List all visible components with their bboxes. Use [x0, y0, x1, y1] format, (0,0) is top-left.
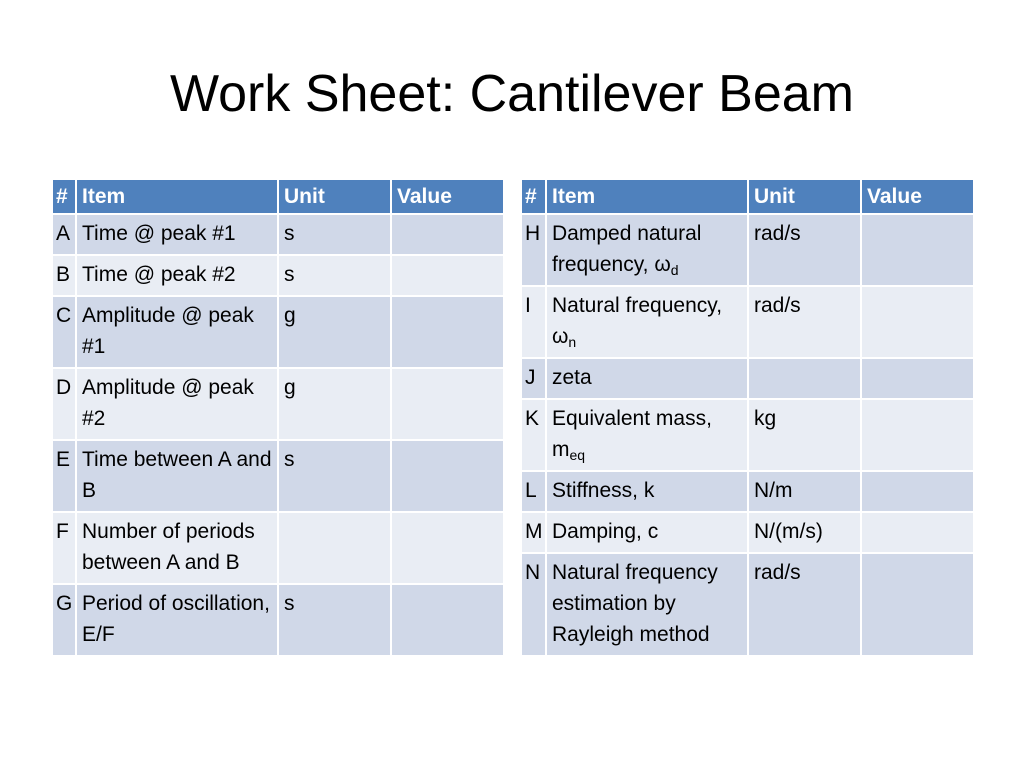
row-item: Damping, c	[546, 512, 748, 553]
row-item	[546, 286, 748, 358]
row-unit: s	[278, 214, 391, 255]
row-value-cell[interactable]	[391, 368, 504, 440]
header-num: #	[52, 179, 76, 214]
row-unit: kg	[748, 399, 861, 471]
row-id: A	[52, 214, 76, 255]
row-item-subscript: d	[670, 262, 679, 278]
header-num: #	[521, 179, 546, 214]
row-id: I	[521, 286, 546, 358]
row-id: M	[521, 512, 546, 553]
header-unit: Unit	[278, 179, 391, 214]
row-value-cell[interactable]	[861, 471, 974, 512]
row-unit: rad/s	[748, 553, 861, 656]
table-row	[521, 399, 974, 471]
row-unit	[748, 358, 861, 399]
row-item: Time @ peak #1	[76, 214, 278, 255]
table-row	[52, 440, 504, 512]
row-unit: rad/s	[748, 286, 861, 358]
row-item-text: Equivalent mass, m	[552, 407, 712, 461]
row-unit: g	[278, 368, 391, 440]
row-value-cell[interactable]	[861, 358, 974, 399]
row-unit: g	[278, 296, 391, 368]
row-unit: N/(m/s)	[748, 512, 861, 553]
table-header-row	[52, 179, 504, 214]
table-row	[52, 512, 504, 584]
table-row	[52, 368, 504, 440]
table-row	[521, 358, 974, 399]
row-item-text: Damped natural frequency, ω	[552, 222, 702, 276]
table-row	[521, 471, 974, 512]
row-item: Amplitude @ peak #1	[76, 296, 278, 368]
row-item	[546, 399, 748, 471]
header-value: Value	[861, 179, 974, 214]
row-unit: s	[278, 255, 391, 296]
row-item-text: Natural frequency, ω	[552, 294, 723, 348]
row-id: L	[521, 471, 546, 512]
row-id: B	[52, 255, 76, 296]
row-value-cell[interactable]	[391, 512, 504, 584]
row-item: Period of oscillation, E/F	[76, 584, 278, 656]
table-row	[521, 214, 974, 286]
row-value-cell[interactable]	[391, 214, 504, 255]
page-title: Work Sheet: Cantilever Beam	[170, 65, 854, 123]
row-item-subscript: eq	[569, 447, 586, 463]
row-id: C	[52, 296, 76, 368]
header-value: Value	[391, 179, 504, 214]
table-row	[52, 255, 504, 296]
table-row	[52, 584, 504, 656]
row-value-cell[interactable]	[391, 440, 504, 512]
row-id: H	[521, 214, 546, 286]
row-item: Number of periods between A and B	[76, 512, 278, 584]
row-item: Time @ peak #2	[76, 255, 278, 296]
left-worksheet-table	[51, 178, 505, 657]
row-id: N	[521, 553, 546, 656]
row-id: E	[52, 440, 76, 512]
header-item: Item	[76, 179, 278, 214]
row-value-cell[interactable]	[861, 553, 974, 656]
row-value-cell[interactable]	[391, 255, 504, 296]
row-id: K	[521, 399, 546, 471]
row-item: Stiffness, k	[546, 471, 748, 512]
row-id: J	[521, 358, 546, 399]
table-row	[52, 214, 504, 255]
row-item	[546, 214, 748, 286]
row-value-cell[interactable]	[861, 286, 974, 358]
table-row	[521, 553, 974, 656]
row-item: Time between A and B	[76, 440, 278, 512]
header-item: Item	[546, 179, 748, 214]
row-unit: N/m	[748, 471, 861, 512]
row-value-cell[interactable]	[391, 584, 504, 656]
row-unit: s	[278, 584, 391, 656]
table-row	[52, 296, 504, 368]
table-header-row	[521, 179, 974, 214]
row-item: Amplitude @ peak #2	[76, 368, 278, 440]
row-unit	[278, 512, 391, 584]
row-value-cell[interactable]	[861, 512, 974, 553]
row-unit: s	[278, 440, 391, 512]
table-row	[521, 512, 974, 553]
row-item: Natural frequency estimation by Rayleigh method	[546, 553, 748, 656]
table-row	[521, 286, 974, 358]
row-unit: rad/s	[748, 214, 861, 286]
row-value-cell[interactable]	[861, 214, 974, 286]
row-value-cell[interactable]	[391, 296, 504, 368]
right-worksheet-table	[520, 178, 975, 657]
row-item: zeta	[546, 358, 748, 399]
row-id: G	[52, 584, 76, 656]
row-id: D	[52, 368, 76, 440]
row-id: F	[52, 512, 76, 584]
row-item-subscript: n	[568, 334, 577, 350]
row-value-cell[interactable]	[861, 399, 974, 471]
header-unit: Unit	[748, 179, 861, 214]
